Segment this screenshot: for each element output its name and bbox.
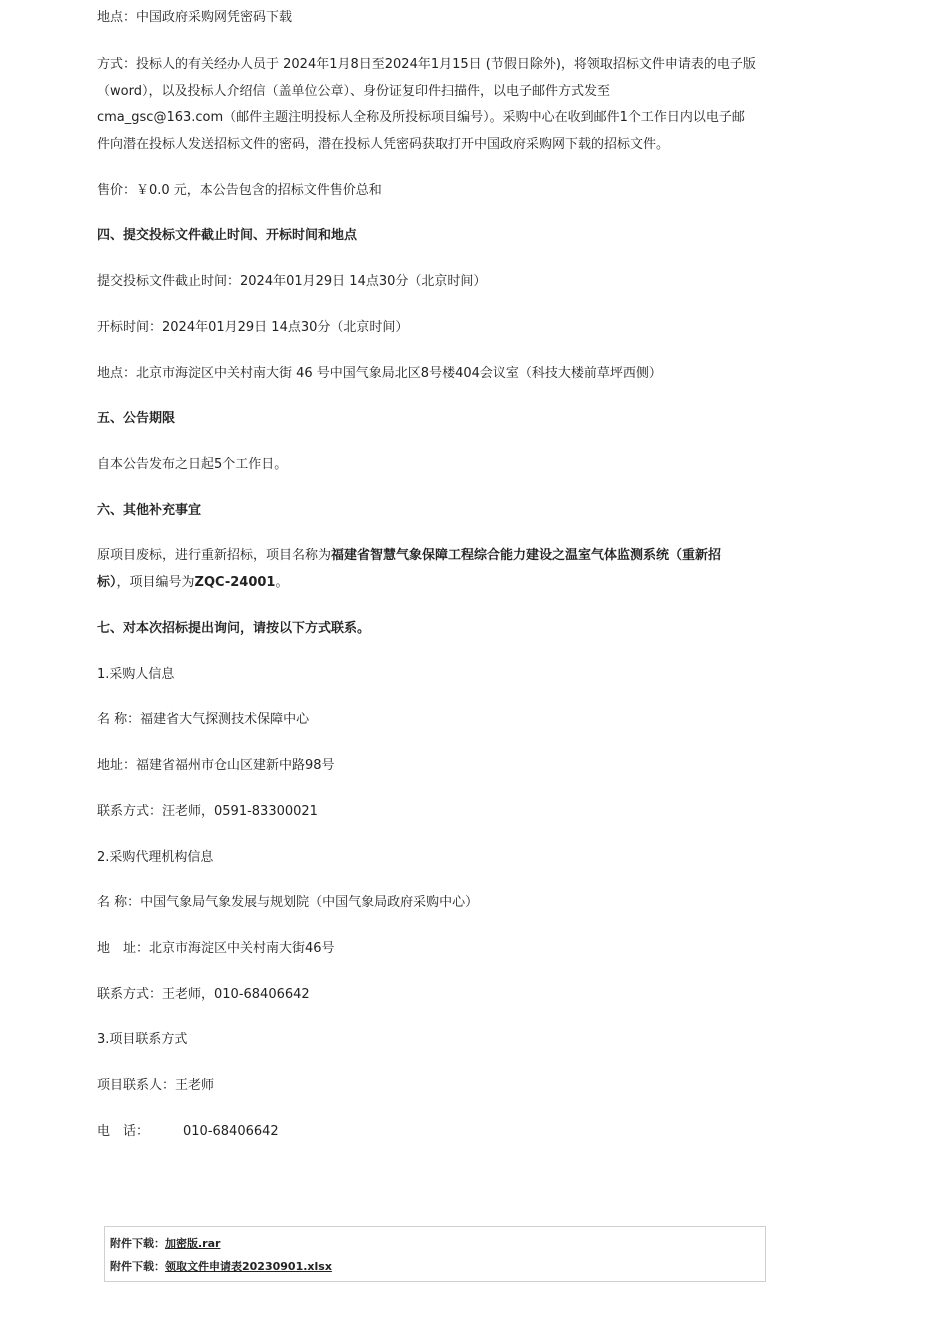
attachment-label: 附件下载： [110, 1260, 165, 1273]
phone-label: 电 话： [97, 1124, 150, 1139]
method-line-4: 件向潜在投标人发送招标文件的密码，潜在投标人凭密码获取打开中国政府采购网下载的招标文件。 [97, 137, 670, 152]
attachment-link-application-form[interactable]: 领取文件申请表20230901.xlsx [165, 1260, 332, 1273]
method-line-1: 方式：投标人的有关经办人员于 2024年1月8日至2024年1月15日 (节假日除外)，将领取招标文件申请表的电子版 [97, 57, 756, 72]
project-name-part-1: 福建省智慧气象保障工程综合能力建设之温室气体监测系统（重新招 [331, 548, 722, 563]
project-contact-heading: 3.项目联系方式 [97, 1032, 188, 1047]
project-contact-person: 项目联系人：王老师 [97, 1078, 215, 1093]
project-number-label: ，项目编号为 [116, 575, 195, 590]
rebid-end: 。 [275, 575, 289, 590]
section-5-heading: 五、公告期限 [97, 411, 176, 426]
rebid-intro: 原项目废标，进行重新招标，项目名称为 [97, 548, 332, 563]
attachment-label: 附件下载： [110, 1237, 165, 1250]
project-number: ZQC-24001 [194, 575, 276, 590]
submission-deadline: 提交投标文件截止时间：2024年01月29日 14点30分（北京时间） [97, 274, 487, 289]
attachment-row [110, 1236, 220, 1252]
project-name-part-2: 标） [97, 575, 117, 590]
phone-number: 010-68406642 [183, 1124, 279, 1139]
agency-address: 地 址：北京市海淀区中关村南大街46号 [97, 941, 335, 956]
agency-info-heading: 2.采购代理机构信息 [97, 850, 214, 865]
opening-location: 地点：北京市海淀区中关村南大街 46 号中国气象局北区8号楼404会议室（科技大楼前草坪西侧） [97, 366, 662, 381]
method-line-2: （word），以及投标人介绍信（盖单位公章）、身份证复印件扫描件，以电子邮件方式发至 [97, 84, 610, 99]
section-6-heading: 六、其他补充事宜 [97, 503, 202, 518]
purchaser-address: 地址：福建省福州市仓山区建新中路98号 [97, 758, 335, 773]
method-line-3: cma_gsc@163.com（邮件主题注明投标人全称及所投标项目编号）。采购中心在收到邮件1个工作日内以电子邮 [97, 110, 745, 125]
opening-time: 开标时间：2024年01月29日 14点30分（北京时间） [97, 320, 409, 335]
agency-name: 名 称：中国气象局气象发展与规划院（中国气象局政府采购中心） [97, 895, 479, 910]
rebid-line-1 [97, 547, 721, 565]
attachments-box [104, 1226, 766, 1282]
download-location: 地点：中国政府采购网凭密码下载 [97, 10, 293, 25]
purchaser-name: 名 称：福建省大气探测技术保障中心 [97, 712, 310, 727]
section-7-heading: 七、对本次招标提出询问，请按以下方式联系。 [97, 621, 371, 636]
notice-period: 自本公告发布之日起5个工作日。 [97, 457, 288, 472]
purchaser-contact: 联系方式：汪老师，0591-83300021 [97, 804, 318, 819]
attachment-link-encrypted-rar[interactable]: 加密版.rar [165, 1237, 221, 1250]
price-line: 售价：￥0.0 元，本公告包含的招标文件售价总和 [97, 183, 382, 198]
attachment-row [110, 1259, 332, 1275]
agency-contact: 联系方式：王老师，010-68406642 [97, 987, 310, 1002]
purchaser-info-heading: 1.采购人信息 [97, 667, 175, 682]
section-4-heading: 四、提交投标文件截止时间、开标时间和地点 [97, 228, 358, 243]
rebid-line-2 [97, 574, 289, 592]
project-phone [97, 1123, 279, 1141]
